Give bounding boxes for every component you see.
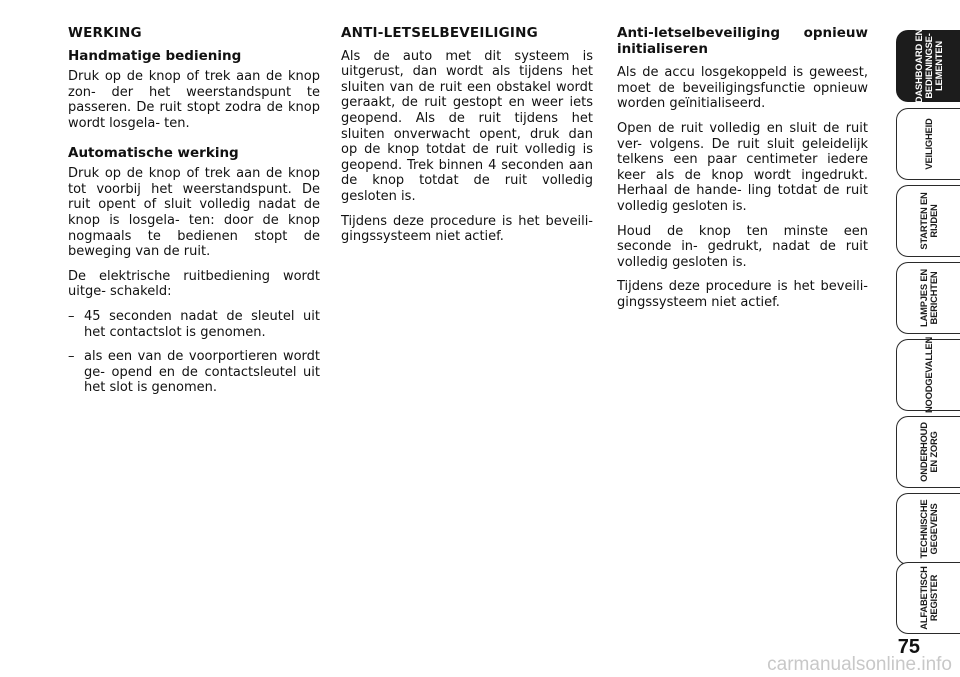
list-item: [68, 309, 320, 340]
tab-dashboard[interactable]: [896, 30, 960, 102]
paragraph: De elektrische ruitbediening wordt uitge- schakeld:: [68, 268, 320, 300]
subheading-handmatig: Handmatige bediening: [68, 47, 242, 64]
list-item: [68, 349, 320, 396]
tab-veiligheid[interactable]: [896, 108, 960, 180]
column-initialiseren: [617, 26, 868, 320]
column-anti-letsel: [341, 26, 593, 254]
section-heading-werking: WERKING: [68, 25, 142, 41]
paragraph: Druk op de knop of trek aan de knop tot voorbij het weerstandspunt. De ruit opent of sluit volledig nadat de knop is losgela- ten: door de knop nogmaals te bedienen stopt de beweging van de ruit.: [68, 166, 320, 260]
tab-label: ALFABETISCH REGISTER: [917, 566, 939, 630]
tab-technische-gegevens[interactable]: [896, 493, 960, 565]
subheading-initialiseren: Anti-letselbeveiliging opnieuw initialiseren: [617, 25, 868, 57]
column-werking: [68, 26, 320, 405]
paragraph: Als de accu losgekoppeld is geweest, moet de beveiligingsfunctie opnieuw worden geïnitialiseerd.: [617, 65, 868, 112]
tab-label: TECHNISCHE GEGEVENS: [917, 499, 939, 559]
list-item-text: als een van de voorportieren wordt ge- opend en de contactsleutel uit het slot is genomen.: [84, 349, 320, 396]
paragraph: Druk op de knop of trek aan de knop zon- der het weerstandspunt te passeren. De ruit stopt zodra de knop wordt losgela- ten.: [68, 69, 320, 131]
tab-noodgevallen[interactable]: [896, 336, 960, 414]
tab-onderhoud-en-zorg[interactable]: [896, 416, 960, 488]
chapter-tab-bar: [896, 22, 960, 634]
paragraph: Houd de knop ten minste een seconde in- gedrukt, nadat de ruit volledig gesloten is.: [617, 223, 868, 270]
paragraph: Tijdens deze procedure is het beveili- gingssysteem niet actief.: [341, 213, 593, 245]
tab-label: VEILIGHEID: [922, 118, 934, 170]
tab-lampjes-en-berichten[interactable]: [896, 262, 960, 334]
tab-label: LAMPJES EN BERICHTEN: [917, 269, 939, 327]
list-item-text: 45 seconden nadat de sleutel uit het contactslot is genomen.: [84, 308, 320, 340]
tab-label: NOODGEVALLEN: [922, 336, 934, 414]
paragraph: Tijdens deze procedure is het beveili- gingssysteem niet actief.: [617, 279, 868, 310]
tab-label: STARTEN EN RIJDEN: [917, 192, 939, 250]
tab-label: DASHBOARD EN BEDIENINGSE- LEMENTEN: [912, 28, 944, 104]
paragraph: Als de auto met dit systeem is uitgerust, dan wordt als tijdens het sluiten van de ruit een obstakel wordt geraakt, de ruit gestopt en weer iets geopend. Als de ruit tijdens het sluiten onverwacht opent, druk dan op de knop totdat de ruit volledig is geopend. Trek binnen 4 seconden aan de knop totdat de ruit volledig gesloten is.: [341, 48, 593, 204]
paragraph: Open de ruit volledig en sluit de ruit ver- volgens. De ruit sluit geleidelijk telkens een paar centimeter iedere keer als de knop wordt ingedrukt. Herhaal de hande- ling totdat de ruit volledig gesloten is.: [617, 120, 868, 214]
section-heading-anti-letsel: ANTI-LETSELBEVEILIGING: [341, 25, 538, 41]
subheading-automatisch: Automatische werking: [68, 144, 239, 161]
page-number: 75: [897, 636, 920, 658]
tab-label: ONDERHOUD EN ZORG: [917, 422, 939, 482]
tab-starten-en-rijden[interactable]: [896, 185, 960, 257]
tab-alfabetisch-register[interactable]: [896, 562, 960, 634]
dash-bullet: –: [68, 349, 75, 365]
dash-bullet: –: [68, 308, 75, 324]
watermark: carmanualsonline.info: [767, 654, 952, 675]
